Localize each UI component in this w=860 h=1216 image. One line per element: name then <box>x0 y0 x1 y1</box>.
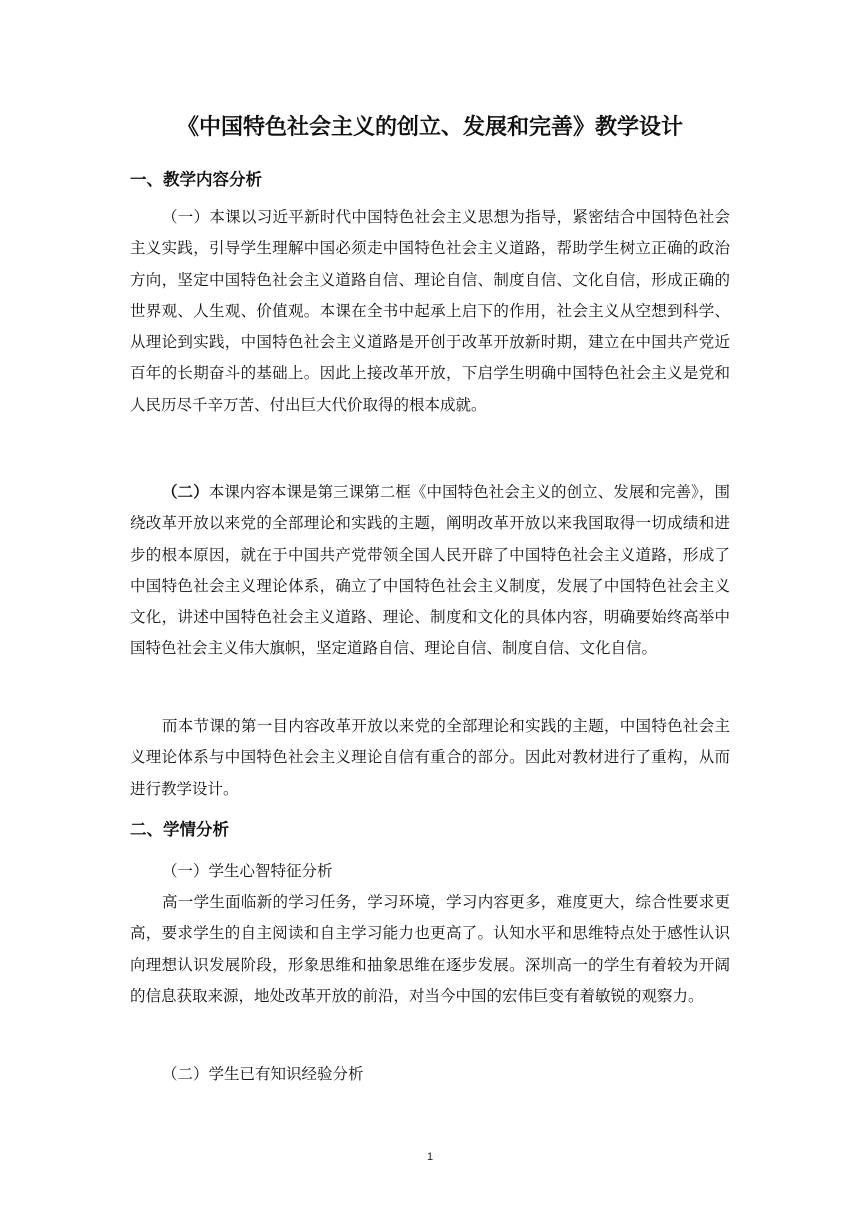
paragraph-content-analysis-3: 而本节课的第一目内容改革开放以来党的全部理论和实践的主题，中国特色社会主义理论体系与中国特色社会主义理论自信有重合的部分。因此对教材进行了重构，从而进行教学设计。 <box>130 717 730 798</box>
subheading-mental-characteristics: （一）学生心智特征分析 <box>162 862 333 880</box>
paragraph-content-analysis-1: （一）本课以习近平新时代中国特色社会主义思想为指导，紧密结合中国特色社会主义实践，引导学生理解中国必须走中国特色社会主义道路，帮助学生树立正确的政治方向，坚定中国特色社会主义道路自信、理论自信、制度自信、文化自信，形成正确的世界观、人生观、价值观。本课在全书中起承上启下的作用，社会主义从空想到科学、从理论到实践，中国特色社会主义道路是开创于改革开放新时期，建立在中国共产党近百年的长期奋斗的基础上。因此上接改革开放，下启学生明确中国特色社会主义是党和人民历尽千辛万苦、付出巨大代价取得的根本成就。 <box>130 208 730 414</box>
paragraph-body: 本课内容本课是第三课第二框《中国特色社会主义的创立、发展和完善》，围绕改革开放以来党的全部理论和实践的主题，阐明改革开放以来我国取得一切成绩和进步的根本原因，就在于中国共产党带领全国人民开辟了中国特色社会主义道路，形成了中国特色社会主义理论体系，确立了中国特色社会主义制度，发展了中国特色社会主义文化，讲述中国特色社会主义道路、理论、制度和文化的具体内容，明确要始终高举中国特色社会主义伟大旗帜，坚定道路自信、理论自信、制度自信、文化自信。 <box>130 483 730 658</box>
document-title: 《中国特色社会主义的创立、发展和完善》教学设计 <box>176 115 683 140</box>
subheading-prior-knowledge: （二）学生已有知识经验分析 <box>162 1065 364 1083</box>
section-heading-learner-analysis: 二、学情分析 <box>130 820 229 839</box>
paragraph-content-analysis-2 <box>130 476 730 665</box>
paragraph-lead-number: （二） <box>162 482 209 501</box>
section-heading-content-analysis: 一、教学内容分析 <box>130 170 262 189</box>
paragraph-learner-analysis-1: 高一学生面临新的学习任务，学习环境，学习内容更多，难度更大，综合性要求更高，要求学生的自主阅读和自主学习能力也更高了。认知水平和思维特点处于感性认识向理想认识发展阶段，形象思维和抽象思维在逐步发展。深圳高一的学生有着较为开阔的信息获取来源，地处改革开放的前沿，对当今中国的宏伟巨变有着敏锐的观察力。 <box>130 893 730 1005</box>
page-number: 1 <box>426 1151 434 1163</box>
